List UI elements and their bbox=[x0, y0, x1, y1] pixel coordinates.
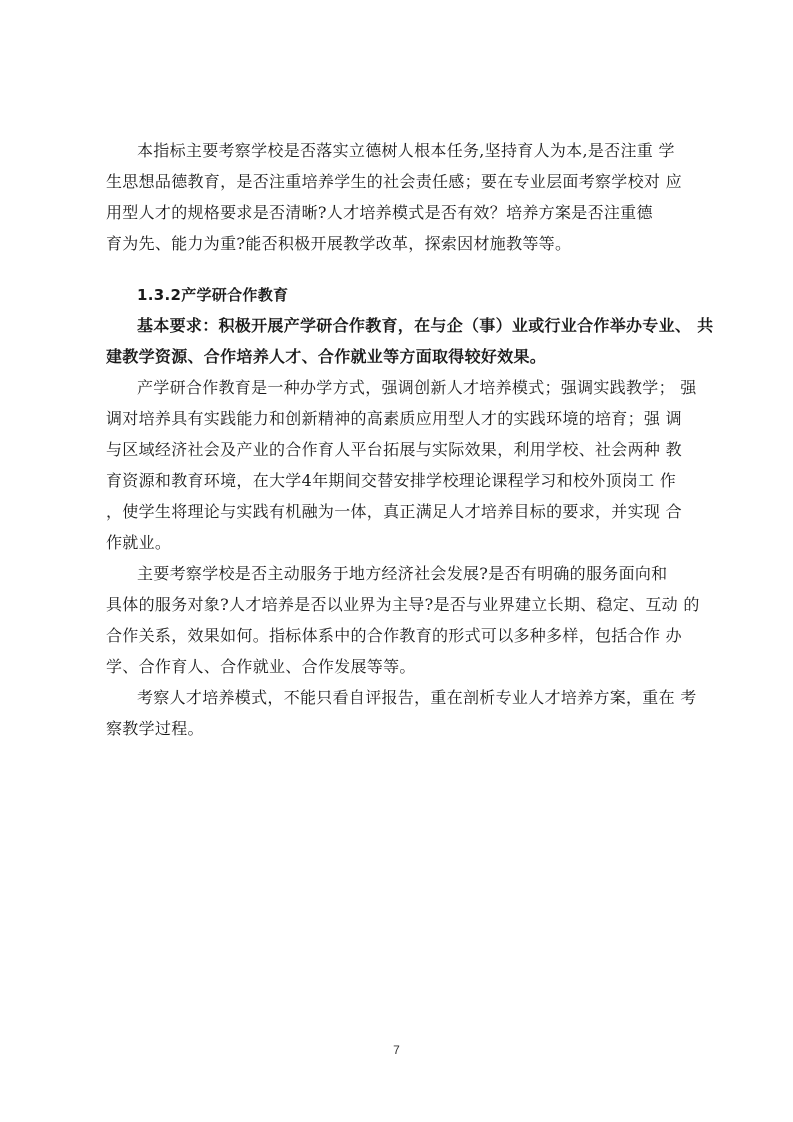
paragraph-line: 主要考察学校是否主动服务于地方经济社会发展?是否有明确的服务面向和 bbox=[137, 564, 668, 583]
paragraph-line: ，使学生将理论与实践有机融为一体，真正满足人才培养目标的要求，并实现 合 bbox=[106, 502, 682, 521]
page-number: 7 bbox=[393, 1043, 400, 1057]
paragraph-line: 用型人才的规格要求是否清晰?人才培养模式是否有效？培养方案是否注重德 bbox=[106, 203, 653, 222]
paragraph-line: 合作关系，效果如何。指标体系中的合作教育的形式可以多种多样，包括合作 办 bbox=[106, 626, 682, 645]
paragraph-line: 本指标主要考察学校是否落实立德树人根本任务,坚持育人为本,是否注重 学 bbox=[137, 141, 675, 160]
paragraph-line: 育为先、能力为重?能否积极开展教学改革，探索因材施教等等。 bbox=[106, 234, 572, 253]
paragraph-line: 具体的服务对象?人才培养是否以业界为主导?是否与业界建立长期、稳定、互动 的 bbox=[106, 595, 700, 614]
section-heading: 1.3.2产学研合作教育 bbox=[137, 286, 289, 304]
paragraph-line: 察教学过程。 bbox=[106, 719, 204, 738]
paragraph-line: 产学研合作教育是一种办学方式，强调创新人才培养模式；强调实践教学； 强 bbox=[137, 378, 697, 397]
paragraph-line: 生思想品德教育，是否注重培养学生的社会责任感；要在专业层面考察学校对 应 bbox=[106, 172, 682, 191]
paragraph-line: 与区域经济社会及产业的合作育人平台拓展与实际效果，利用学校、社会两种 教 bbox=[106, 440, 682, 459]
requirement-line: 建教学资源、合作培养人才、合作就业等方面取得较好效果。 bbox=[106, 347, 547, 366]
paragraph-line: 作就业。 bbox=[106, 533, 172, 552]
paragraph-line: 学、合作育人、合作就业、合作发展等等。 bbox=[106, 657, 416, 676]
paragraph-line: 育资源和教育环境，在大学4年期间交替安排学校理论课程学习和校外顶岗工 作 bbox=[106, 471, 677, 490]
paragraph-line: 考察人才培养模式，不能只看自评报告，重在剖析专业人才培养方案，重在 考 bbox=[137, 688, 697, 707]
requirement-line: 基本要求：积极开展产学研合作教育，在与企（事）业或行业合作举办专业、 共 bbox=[137, 316, 714, 335]
paragraph-line: 调对培养具有实践能力和创新精神的高素质应用型人才的实践环境的培育；强 调 bbox=[106, 409, 682, 428]
